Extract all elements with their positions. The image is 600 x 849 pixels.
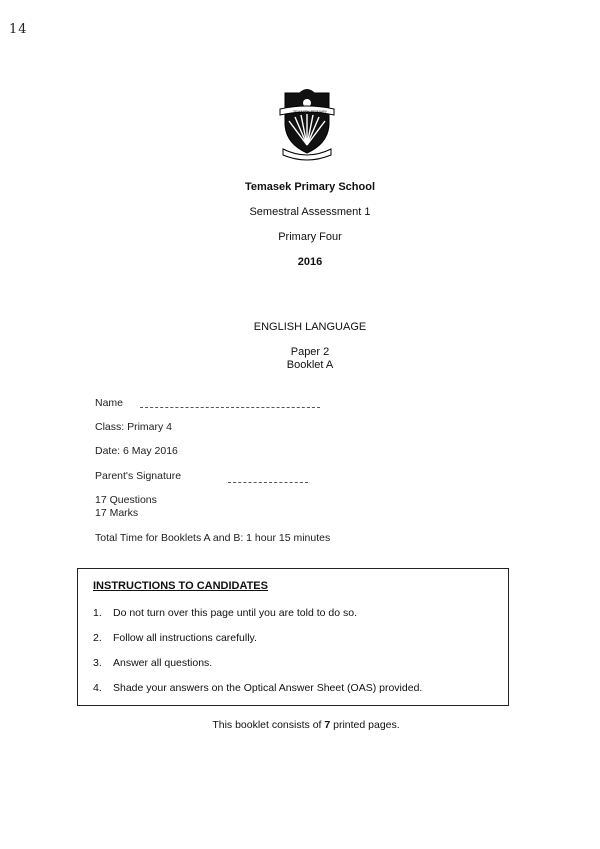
parent-signature-label: Parent's Signature <box>95 470 182 482</box>
signature-line <box>228 482 308 483</box>
footer-page-count: 7 <box>324 719 331 731</box>
instruction-number: 1. <box>93 607 102 619</box>
crest-banner-left: TEMASEK <box>293 110 310 114</box>
subject-title: ENGLISH LANGUAGE <box>253 321 367 333</box>
instructions-title: INSTRUCTIONS TO CANDIDATES <box>93 580 268 592</box>
instruction-number: 3. <box>93 657 102 669</box>
total-time: Total Time for Booklets A and B: 1 hour 15 minutes <box>95 532 331 544</box>
level-title: Primary Four <box>278 231 342 243</box>
instruction-text: Answer all questions. <box>113 657 213 669</box>
instruction-item <box>93 657 212 669</box>
corner-page-mark: 14 <box>9 22 28 37</box>
date-field: Date: 6 May 2016 <box>95 445 178 457</box>
page-count-note <box>0 719 600 731</box>
class-field: Class: Primary 4 <box>95 421 173 433</box>
instruction-item <box>93 607 357 619</box>
name-line <box>140 407 320 408</box>
assessment-title: Semestral Assessment 1 <box>249 206 371 218</box>
instruction-number: 2. <box>93 632 102 644</box>
marks-count: 17 Marks <box>95 507 139 519</box>
booklet-title: Booklet A <box>286 359 334 371</box>
question-count: 17 Questions <box>95 494 157 506</box>
instruction-text: Shade your answers on the Optical Answer Sheet (OAS) provided. <box>113 682 423 694</box>
paper-title: Paper 2 <box>290 346 330 358</box>
instruction-text: Do not turn over this page until you are told to do so. <box>113 607 357 619</box>
instruction-number: 4. <box>93 682 102 694</box>
year-title: 2016 <box>297 256 323 268</box>
name-label: Name <box>95 397 124 409</box>
footer-prefix: This booklet consists of <box>212 719 325 731</box>
instruction-text: Follow all instructions carefully. <box>113 632 257 644</box>
footer-suffix: printed pages. <box>330 719 400 731</box>
school-crest-logo <box>277 87 337 162</box>
school-name: Temasek Primary School <box>244 181 376 193</box>
instruction-item <box>93 632 257 644</box>
instruction-item <box>93 682 422 694</box>
crest-banner-right: PRIMARY <box>311 110 327 114</box>
